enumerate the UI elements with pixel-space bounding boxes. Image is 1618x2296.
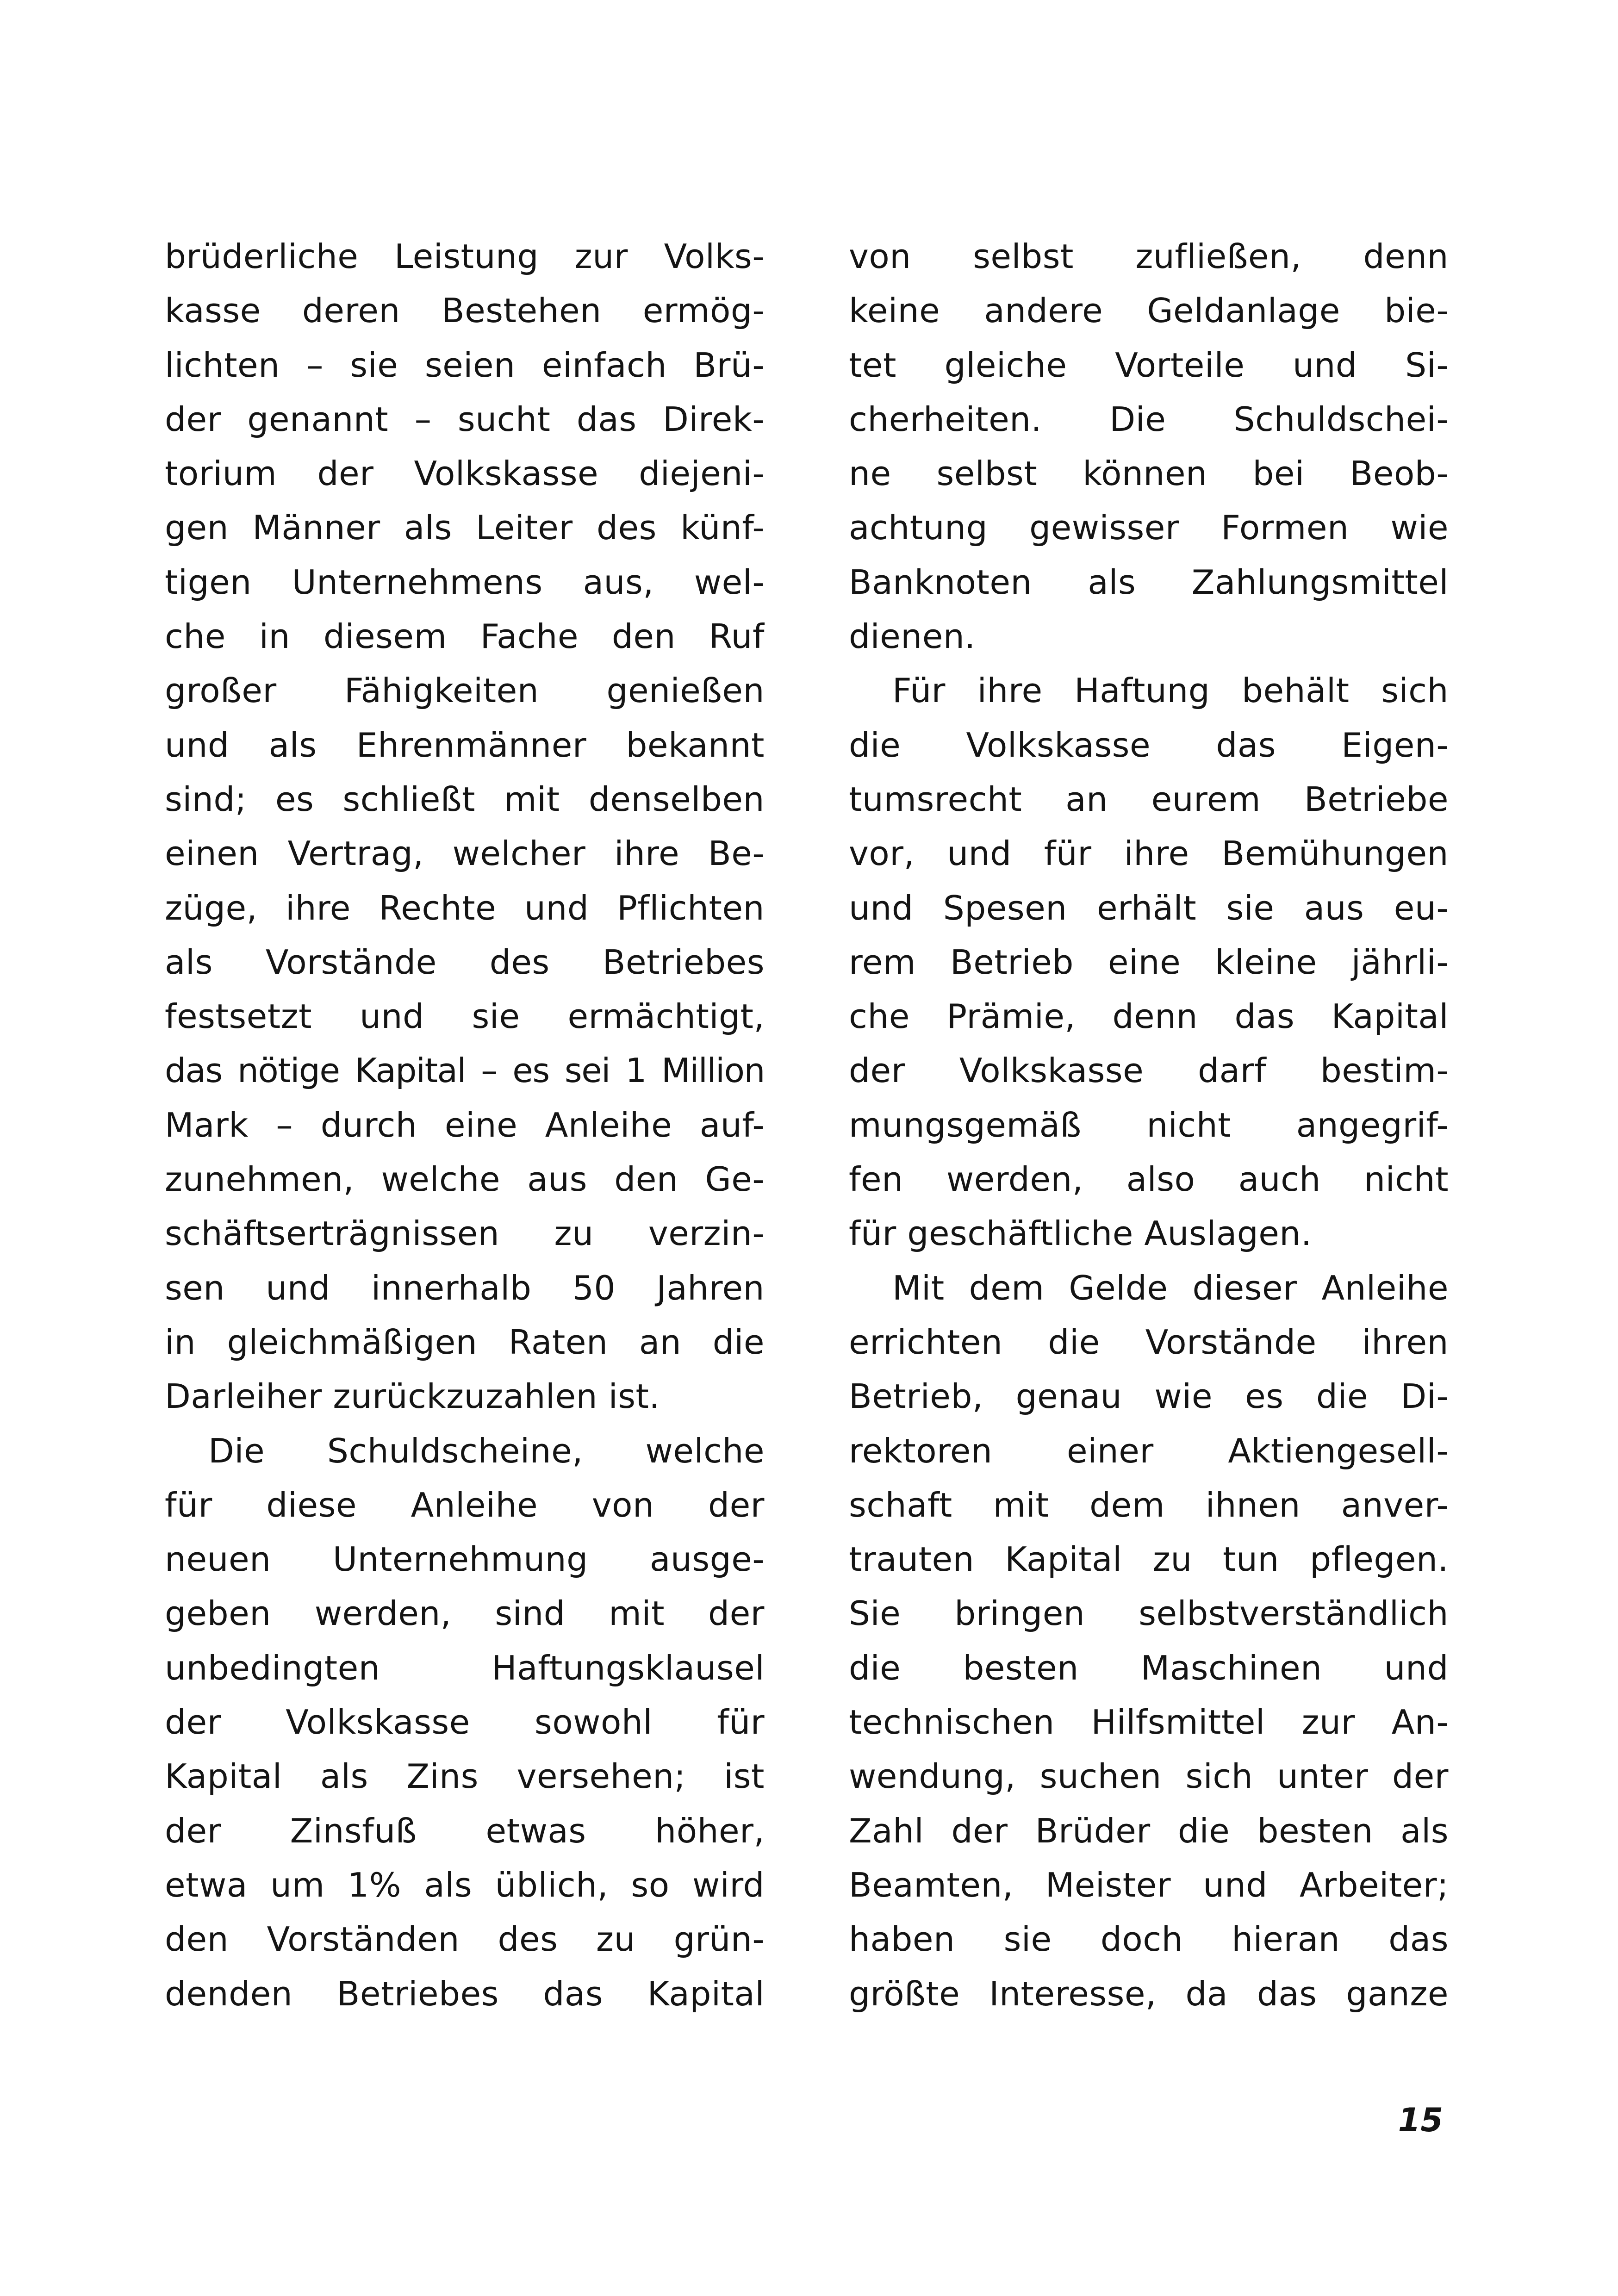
text-line: großer Fähigkeiten genießen <box>165 672 765 711</box>
text-line: der Zinsfuß etwas höher, <box>165 1811 765 1851</box>
text-line: zunehmen, welche aus den Ge- <box>165 1160 765 1200</box>
text-line: cherheiten. Die Schuldschei- <box>849 400 1449 439</box>
text-line: dienen. <box>849 617 976 657</box>
text-line: wendung, suchen sich unter der <box>849 1757 1449 1797</box>
page-number: 15 <box>1398 2101 1443 2139</box>
text-line: als Vorstände des Betriebes <box>165 943 765 982</box>
text-line: Zahl der Brüder die besten als <box>849 1811 1449 1851</box>
text-line: vor, und für ihre Bemühungen <box>849 834 1449 874</box>
text-line: Für ihre Haftung behält sich <box>892 672 1449 711</box>
text-line: brüderliche Leistung zur Volks- <box>165 237 765 276</box>
text-line: die Volkskasse das Eigen- <box>849 726 1449 765</box>
text-line: schäftserträgnissen zu verzin- <box>165 1214 765 1254</box>
text-line: tumsrecht an eurem Betriebe <box>849 780 1449 819</box>
text-line: Mit dem Gelde dieser Anleihe <box>892 1269 1449 1308</box>
text-line: einen Vertrag, welcher ihre Be- <box>165 834 765 874</box>
text-line: Darleiher zurückzuzahlen ist. <box>165 1377 660 1417</box>
text-line: Kapital als Zins versehen; ist <box>165 1757 765 1797</box>
text-line: größte Interesse, da das ganze <box>849 1974 1449 2014</box>
text-line: neuen Unternehmung ausge- <box>165 1540 765 1580</box>
text-line: Die Schuldscheine, welche <box>208 1431 765 1471</box>
text-line: sen und innerhalb 50 Jahren <box>165 1269 765 1308</box>
text-line: der Volkskasse sowohl für <box>165 1703 765 1742</box>
text-line: technischen Hilfsmittel zur An- <box>849 1703 1449 1742</box>
text-line: Banknoten als Zahlungsmittel <box>849 563 1449 602</box>
text-line: ne selbst können bei Beob- <box>849 454 1449 494</box>
text-line: Mark – durch eine Anleihe auf- <box>165 1106 765 1145</box>
text-line: das nötige Kapital – es sei 1 Million <box>165 1052 765 1091</box>
text-line: geben werden, sind mit der <box>165 1594 765 1634</box>
text-line: rektoren einer Aktiengesell- <box>849 1431 1449 1471</box>
text-line: keine andere Geldanlage bie- <box>849 292 1449 331</box>
text-line: für geschäftliche Auslagen. <box>849 1214 1312 1254</box>
text-line: etwa um 1% als üblich, so wird <box>165 1866 765 1905</box>
text-line: tet gleiche Vorteile und Si- <box>849 346 1449 385</box>
text-line: che in diesem Fache den Ruf <box>165 617 765 657</box>
left-text-column <box>165 230 765 2022</box>
text-line: züge, ihre Rechte und Pflichten <box>165 889 765 928</box>
text-line: rem Betrieb eine kleine jährli- <box>849 943 1449 982</box>
text-line: den Vorständen des zu grün- <box>165 1920 765 1960</box>
text-line: schaft mit dem ihnen anver- <box>849 1486 1449 1525</box>
text-line: von selbst zufließen, denn <box>849 237 1449 276</box>
text-line: torium der Volkskasse diejeni- <box>165 454 765 494</box>
text-line: errichten die Vorstände ihren <box>849 1323 1449 1362</box>
text-line: der Volkskasse darf bestim- <box>849 1052 1449 1091</box>
text-line: haben sie doch hieran das <box>849 1920 1449 1960</box>
text-line: achtung gewisser Formen wie <box>849 509 1449 548</box>
text-line: und als Ehrenmänner bekannt <box>165 726 765 765</box>
text-line: trauten Kapital zu tun pflegen. <box>849 1540 1449 1580</box>
text-line: in gleichmäßigen Raten an die <box>165 1323 765 1362</box>
text-line: tigen Unternehmens aus, wel- <box>165 563 765 602</box>
text-line: für diese Anleihe von der <box>165 1486 765 1525</box>
right-text-column <box>849 230 1449 2022</box>
text-line: kasse deren Bestehen ermög- <box>165 292 765 331</box>
text-line: Betrieb, genau wie es die Di- <box>849 1377 1449 1417</box>
text-line: fen werden, also auch nicht <box>849 1160 1449 1200</box>
text-line: che Prämie, denn das Kapital <box>849 997 1449 1037</box>
text-line: die besten Maschinen und <box>849 1649 1449 1688</box>
text-line: Beamten, Meister und Arbeiter; <box>849 1866 1449 1905</box>
text-line: gen Männer als Leiter des künf- <box>165 509 765 548</box>
text-line: unbedingten Haftungsklausel <box>165 1649 765 1688</box>
text-line: lichten – sie seien einfach Brü- <box>165 346 765 385</box>
text-line: denden Betriebes das Kapital <box>165 1974 765 2014</box>
text-line: festsetzt und sie ermächtigt, <box>165 997 765 1037</box>
text-line: sind; es schließt mit denselben <box>165 780 765 819</box>
text-line: und Spesen erhält sie aus eu- <box>849 889 1449 928</box>
text-line: Sie bringen selbstverständlich <box>849 1594 1449 1634</box>
text-line: der genannt – sucht das Direk- <box>165 400 765 439</box>
text-line: mungsgemäß nicht angegrif- <box>849 1106 1449 1145</box>
